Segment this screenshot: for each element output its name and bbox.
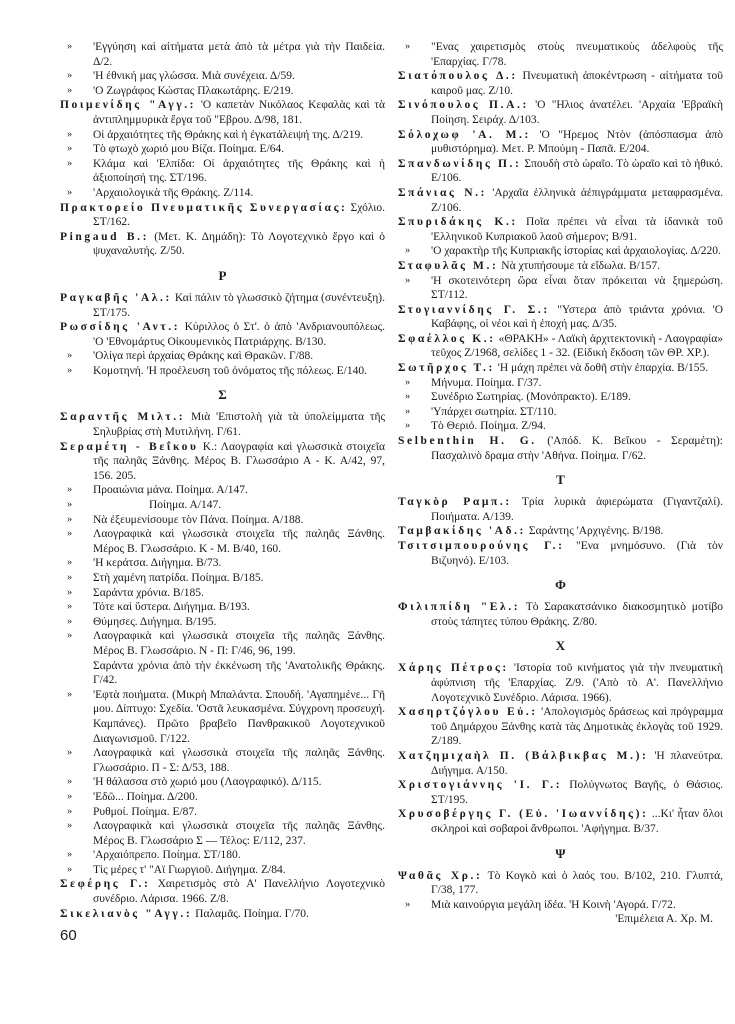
entry-title: 'Η κεράτσα. Διήγημα. Β/73.: [93, 557, 222, 570]
entry-title: ...Κι' ἦταν ὅλοι σκληροὶ καὶ σοβαροὶ ἄνθρωποι. 'Αφήγημα. Β/37.: [431, 808, 723, 835]
author-name: Ψαθᾶς Χρ.:: [398, 869, 483, 882]
entry-title: Λαογραφικὰ καὶ γλωσσικὰ στοιχεῖα τῆς παληᾶς Ξάνθης. Μέρος Β. Γλωσσάριο. Ν - Π: Γ/46, 96, 199.: [93, 630, 385, 657]
index-entry-continuation: [60, 600, 385, 615]
entry-title: 'Ιστορία τοῦ κινήματος γιὰ τὴν πνευματικὴ ἀφύπνιση τῆς 'Επαρχίας. Ζ/9. ('Απὸ τὸ Α'. Πανελλήνιο Λογοτεχνικὸ Συνέδριο. Λάρισα. 1966).: [431, 662, 724, 704]
entry-title: 'Εφτὰ ποιήματα. (Μικρὴ Μπαλάντα. Σπουδή. 'Αγαπημένε... Γῆ μου. Δίπτυχο: Σχεδία. 'Οστᾶ λευκασμένα. Σύγχρονη προσευχή. Καμπάνες). Πρῶτο βραβεῖο Πανθρακικοῦ Λογοτεχνικοῦ Διαγωνισμοῦ. Γ/122.: [93, 688, 385, 745]
index-entry-continuation: [60, 483, 385, 498]
index-entry-continuation: [60, 498, 385, 513]
author-name: Σπάνιας Ν.:: [398, 186, 488, 199]
entry-title: Χαιρετισμὸς στὸ Α' Πανελλήνιο Λογοτεχνικὸ συνέδριο. Λάρισα. 1966. Ζ/8.: [93, 878, 386, 906]
author-name: Selbenthin H. G.: [398, 435, 537, 448]
index-entry-author: [398, 705, 723, 749]
editor-credit: 'Επιμέλεια Α. Χρ. Μ.: [615, 913, 713, 926]
index-entry-continuation: [60, 775, 385, 790]
index-entry-continuation: [60, 556, 385, 571]
entry-title: (Μετ. Κ. Δημάδη): Τὸ Λογοτεχνικὸ ἔργο καὶ ὁ ψυχαναλυτής. Ζ/50.: [93, 230, 386, 258]
index-entry-author: [398, 98, 723, 127]
entry-title: Κομοτηνή. 'Η προέλευση τοῦ ὀνόματος τῆς πόλεως. Ε/140.: [93, 364, 368, 377]
entry-title: 'Εδῶ... Ποίημα. Δ/200.: [93, 790, 198, 803]
index-entry-continuation: [60, 659, 385, 688]
index-entry-author: [398, 332, 723, 361]
ditto-mark: »: [67, 805, 73, 817]
entry-title: Παλαμᾶς. Ποίημα. Γ/70.: [195, 907, 309, 920]
entry-title: Μιὰ 'Επιστολὴ γιὰ τὰ ὑπολείμματα τῆς Σηλυβρίας στὴ Μυτιλήνη. Γ/61.: [93, 411, 386, 439]
index-entry-continuation: [60, 157, 385, 186]
index-entry-continuation: [60, 571, 385, 586]
index-entry-author: [398, 807, 723, 836]
entry-title: Καὶ πάλιν τὸ γλωσσικὸ ζήτημα (συνέντευξη). ΣΤ/175.: [93, 291, 385, 319]
author-name: Σπυριδάκης Κ.:: [398, 216, 518, 229]
index-entry-continuation: [60, 364, 385, 379]
index-entry-author: [398, 869, 723, 898]
page-number: 60: [60, 927, 77, 945]
entry-title: Μήνυμα. Ποίημα. Γ/37.: [431, 376, 542, 389]
index-entry-continuation: [398, 376, 723, 391]
author-name: Χρυσοβέργης Γ. (Εὐ. 'Ιωαννίδης):: [398, 808, 649, 821]
index-entry-author: [398, 215, 723, 244]
index-entry-author: [60, 201, 385, 230]
author-name: Ρωσσίδης 'Αντ.:: [60, 321, 181, 334]
index-entry-continuation: [60, 142, 385, 157]
ditto-mark: »: [67, 143, 73, 155]
index-entry-author: [398, 303, 723, 332]
author-name: Πρακτορείο Πνευματικῆς Συνεργασίας:: [60, 201, 348, 214]
entry-title: Λαογραφικὰ καὶ γλωσσικὰ στοιχεῖα τῆς παληᾶς Ξάνθης. Γλωσσάριο. Π - Σ: Δ/53, 188.: [93, 747, 385, 774]
entry-title: "Υστερα ἀπὸ τριάντα χρόνια. 'Ο Καβάφης, οἱ νέοι καὶ ἡ ἐποχή μας. Δ/35.: [431, 303, 723, 331]
author-name: Σφαέλλος Κ.:: [398, 332, 496, 345]
index-entry-continuation: [398, 405, 723, 420]
index-entry-continuation: [60, 688, 385, 746]
index-entry-continuation: [60, 629, 385, 658]
entry-title: 'Ο χαρακτὴρ τῆς Κυπριακῆς ἱστορίας καὶ ἀρχαιολογίας. Δ/220.: [431, 245, 721, 258]
entry-title: 'Εγγύηση καὶ αἰτήματα μετὰ ἀπὸ τὰ μέτρα γιὰ τὴν Παιδεία. Δ/2.: [93, 41, 385, 68]
entry-title: Συνέδριο Σωτηρίας. (Μονόπρακτο). Ε/189.: [431, 391, 631, 404]
entry-title: Κλάμα καὶ 'Ελπίδα: Οἱ ἀρχαιότητες τῆς Θράκης καὶ ἡ ἀξιοποίησή της. ΣΤ/196.: [93, 157, 385, 185]
entry-title: Στὴ χαμένη πατρίδα. Ποίημα. Β/185.: [93, 572, 264, 584]
index-entry-author: [60, 98, 385, 127]
entry-title: Τὸ Θεριό. Ποίημα. Ζ/94.: [431, 420, 546, 433]
entry-title: 'Αρχαιολογικὰ τῆς Θράκης. Ζ/114.: [93, 186, 254, 199]
ditto-mark: »: [67, 688, 73, 700]
index-entry-author: [60, 907, 385, 922]
entry-title: Ρυθμοί. Ποίημα. Ε/87.: [93, 805, 198, 818]
ditto-mark: »: [67, 364, 73, 376]
entry-title: Σαράντα χρόνια. Β/185.: [93, 586, 204, 599]
ditto-mark: »: [67, 186, 73, 198]
index-entry-continuation: [60, 805, 385, 820]
author-name: Σιατόπουλος Δ.:: [398, 70, 518, 83]
entry-title: 'Υπάρχει σωτηρία. ΣΤ/110.: [431, 405, 557, 418]
author-name: Ταμβακίδης 'Αδ.:: [398, 525, 526, 538]
ditto-mark: »: [67, 572, 73, 583]
ditto-mark: »: [67, 128, 73, 140]
ditto-mark: »: [67, 350, 73, 362]
entry-title: Τὸ φτωχὸ χωριό μου Βίζα. Ποίημα. Ε/64.: [93, 143, 285, 156]
index-entry-continuation: [60, 819, 385, 848]
entry-title: Προαιώνια μάνα. Ποίημα. Α/147.: [93, 484, 248, 497]
section-letter-heading: Ρ: [218, 267, 227, 283]
entry-title: Σχόλιο. ΣΤ/162.: [93, 201, 385, 229]
index-entry-continuation: [398, 40, 723, 69]
index-entry-continuation: [60, 615, 385, 630]
entry-title: 'Η σκοτεινότερη ὥρα εἶναι ὅταν πρόκειται νὰ ξημερώση. ΣΤ/112.: [431, 274, 723, 302]
ditto-mark: »: [405, 274, 411, 286]
index-entry-author: [398, 186, 723, 215]
entry-title: 'Η ἐθνική μας γλώσσα. Μιὰ συνέχεια. Δ/59.: [93, 70, 295, 83]
index-entry-continuation: [60, 186, 385, 201]
section-letter-heading: Τ: [556, 472, 565, 488]
index-entry-continuation: [398, 274, 723, 303]
entry-title: Σαράντα χρόνια ἀπὸ τὴν ἐκκένωση τῆς 'Ανατολικῆς Θράκης. Γ/42.: [93, 659, 385, 687]
author-name: Σπανδωνίδης Π.:: [398, 157, 522, 170]
ditto-mark: »: [67, 157, 73, 169]
index-entry-author: [398, 259, 723, 274]
index-entry-author: [398, 361, 723, 376]
author-name: Σόλοχωφ 'Α. Μ.:: [398, 128, 531, 141]
entry-title: 'Η μάχη πρέπει νὰ δοθῆ στὴν ἐπαρχία. Β/155.: [497, 362, 709, 375]
author-name: Χάρης Πέτρος:: [398, 662, 509, 675]
ditto-mark: »: [67, 513, 73, 525]
ditto-mark: »: [67, 586, 73, 598]
index-entry-author: [398, 69, 723, 98]
entry-title: 'Ο καπετὰν Νικόλαος Κεφαλὰς καὶ τὰ ἀντιπλημμυρικὰ ἔργα τοῦ "Εβρου. Δ/98, 181.: [93, 99, 385, 126]
index-entry-continuation: [60, 69, 385, 84]
index-entry-continuation: [60, 84, 385, 99]
ditto-mark: »: [67, 630, 73, 642]
left-index-column: [60, 40, 385, 945]
ditto-mark: »: [405, 245, 411, 257]
section-letter-heading: Χ: [555, 638, 566, 654]
index-entry-author: [398, 157, 723, 186]
author-name: Σαραντῆς Μιλτ.:: [60, 411, 186, 424]
ditto-mark: »: [405, 420, 411, 432]
index-entry-author: [60, 320, 385, 349]
index-entry-author: [398, 749, 723, 778]
index-entry-author: [60, 877, 385, 906]
author-name: Στογιαννίδης Γ. Σ.:: [398, 303, 550, 316]
entry-title: 'Απολογισμὸς δράσεως καὶ πρόγραμμα τοῦ Δημάρχου Ξάνθης κατὰ τὰς Δημοτικὰς ἐκλογὰς τοῦ 1929. Ζ/189.: [431, 706, 723, 748]
entry-title: 'Ο "Ηρεμος Ντὸν (ἀπόσπασμα ἀπὸ μυθιστόρημα). Μετ. Ρ. Μπούμη - Παπᾶ. Ε/204.: [431, 128, 724, 156]
ditto-mark: »: [405, 41, 411, 52]
entry-title: «ΘΡΑΚΗ» - Λαϊκὴ ἀρχιτεκτονικὴ - Λαογραφία» τεῦχος Ζ/1968, σελίδες 1 - 32. (Εἰδικὴ ἔκδοση τῶν ΘΡ. ΧΡ.).: [431, 332, 723, 360]
author-name: Σεφέρης Γ.:: [60, 878, 151, 891]
entry-title: 'Ο "Ηλιος ἀνατέλει. 'Αρχαία 'Εβραϊκὴ Ποίηση. Σειράχ. Δ/103.: [431, 99, 723, 126]
ditto-mark: »: [67, 776, 73, 788]
entry-title: 'Ολίγα περὶ ἀρχαίας Θράκης καὶ Θρακῶν. Γ/88.: [93, 350, 314, 363]
entry-title: Σαράντης 'Αρχιγένης. Β/198.: [528, 525, 664, 538]
section-letter-heading: Ψ: [555, 845, 566, 861]
index-entry-author: [398, 778, 723, 807]
ditto-mark: »: [67, 70, 73, 82]
ditto-mark: »: [67, 557, 73, 569]
index-entry-author: [398, 661, 723, 705]
author-name: Pingaud B.:: [60, 230, 150, 243]
ditto-mark: »: [67, 849, 73, 861]
ditto-mark: »: [405, 405, 411, 417]
index-entry-author: [398, 539, 723, 568]
entry-title: Σπουδὴ στὸ ὡραῖο. Τὸ ὡραῖο καὶ τὸ ἠθικό. Ε/106.: [431, 157, 723, 185]
entry-title: 'Αρχαιόπρεπο. Ποίημα. ΣΤ/180.: [93, 849, 241, 862]
ditto-mark: »: [67, 484, 73, 496]
index-entry-continuation: [60, 349, 385, 364]
entry-title: Ποῖα πρέπει νὰ εἶναι τὰ ἰδανικὰ τοῦ 'Ελληνικοῦ Κυπριακοῦ λαοῦ σήμερον; Β/91.: [431, 216, 724, 243]
author-name: Φιλιππίδη "Ελ.:: [398, 601, 521, 614]
ditto-mark: »: [67, 84, 73, 96]
index-entry-continuation: [398, 898, 723, 913]
entry-title: 'Ο Ζωγράφος Κώστας Πλακωτάρης. Ε/219.: [93, 84, 294, 97]
entry-title: "Ενα μνημόσυνο. (Γιὰ τὸν Βιζυηνό). Ε/103.: [431, 540, 723, 567]
ditto-mark: »: [67, 601, 73, 613]
ditto-mark: »: [67, 615, 73, 627]
entry-title: 'Αρχαῖα ἑλληνικὰ ἀἐπιγράμματα μεταφρασμένα. Ζ/106.: [431, 186, 724, 214]
index-entry-continuation: [60, 790, 385, 805]
index-entry-continuation: [60, 863, 385, 878]
entry-title: Πολύγνωτος Βαγῆς, ὁ Θάσιος. ΣΤ/195.: [431, 779, 723, 806]
index-entry-continuation: [398, 390, 723, 405]
index-entry-author: [398, 434, 723, 463]
index-entry-continuation: [60, 128, 385, 143]
author-name: Χατζημιχαὴλ Π. (Βάλβικβας Μ.):: [398, 749, 649, 762]
author-name: Σωτῆρχος Τ.:: [398, 362, 495, 375]
index-entry-continuation: [60, 848, 385, 863]
index-entry-author: [398, 495, 723, 524]
author-name: Σικελιανὸς "Αγγ.:: [60, 907, 193, 920]
section-letter-heading: Φ: [555, 577, 566, 593]
index-entry-continuation: [60, 40, 385, 69]
entry-title: Τρία λυρικὰ ἀφιερώματα (Γιγαντζαλί). Ποιήματα. Α/139.: [431, 496, 724, 523]
entry-title: Τὸ Κογκὸ καὶ ὁ λαός του. Β/102, 210. Γλυπτά, Γ/38, 177.: [431, 869, 724, 897]
author-name: Χριστογιάννης 'Ι. Γ.:: [398, 779, 563, 792]
ditto-mark: »: [67, 41, 73, 52]
entry-title: Ποίημα. Α/147.: [149, 499, 222, 512]
index-entry-author: [398, 128, 723, 157]
index-entry-author: [60, 440, 385, 484]
entry-title: Κ.: Λαογραφία καὶ γλωσσικὰ στοιχεῖα τῆς παληᾶς Ξάνθης. Μέρος Β. Γλωσσάριο Α - Κ. Α/42, 97, 156. 205.: [93, 440, 385, 482]
author-name: Σταφυλᾶς Μ.:: [398, 259, 499, 272]
entry-title: Τότε καὶ ὕστερα. Διήγημα. Β/193.: [93, 601, 250, 614]
index-entry-author: [60, 291, 385, 320]
entry-title: 'Η θάλασσα στὸ χωριό μου (Λαογραφικό). Δ/115.: [93, 776, 322, 789]
ditto-mark: »: [405, 376, 411, 388]
entry-title: "Ενας χαιρετισμὸς στοὺς πνευματικοὺς ἀδελφοὺς τῆς 'Επαρχίας. Γ/78.: [431, 41, 723, 68]
index-entry-continuation: [398, 419, 723, 434]
ditto-mark: »: [67, 528, 73, 540]
ditto-mark: »: [67, 790, 73, 802]
index-entry-continuation: [60, 746, 385, 775]
entry-title: Νὰ ἐξευμενίσουμε τὸν Πάνα. Ποίημα. Α/188.: [93, 513, 304, 526]
index-entry-continuation: [60, 513, 385, 528]
ditto-mark: »: [67, 499, 73, 511]
right-index-column: [398, 40, 723, 927]
ditto-mark: »: [405, 391, 411, 403]
index-entry-continuation: [60, 586, 385, 601]
ditto-mark: »: [67, 863, 73, 875]
author-name: Τσιτσιμπουρούνης Γ.:: [398, 540, 565, 552]
index-entry-continuation: [60, 527, 385, 556]
entry-title: Οἱ ἀρχαιότητες τῆς Θράκης καὶ ἡ ἐγκατάλειψή της. Δ/219.: [93, 128, 364, 141]
ditto-mark: »: [67, 820, 73, 832]
ditto-mark: »: [67, 747, 73, 759]
entry-title: Τὶς μέρες τ' "Αϊ Γιωργιοῦ. Διήγημα. Ζ/84.: [93, 863, 286, 876]
entry-title: Μιὰ καινούργια μεγάλη ἰδέα. 'Η Κοινὴ 'Αγορά. Γ/72.: [431, 898, 676, 911]
author-name: Χασηρτζόγλου Εὐ.:: [398, 706, 538, 719]
author-name: Ταγκὸρ Ραμπ.:: [398, 496, 512, 509]
index-entry-continuation: [398, 244, 723, 259]
author-name: Ποιμενίδης "Αγγ.:: [60, 99, 197, 112]
entry-title: 'Η πλανεύτρα. Διήγημα. Α/150.: [431, 749, 724, 777]
entry-title: Κύριλλος ὁ Στ'. ὁ ἀπὸ 'Ανδριανουπόλεως. 'Ο 'Εθνομάρτυς Οἰκουμενικὸς Πατριάρχης. Β/130.: [93, 321, 386, 348]
index-entry-author: [60, 230, 385, 259]
author-name: Σεραμέτη - Βεΐκου: [60, 440, 199, 453]
entry-title: Θύμησες. Διήγημα. Β/195.: [93, 615, 217, 628]
entry-title: ('Απόδ. Κ. Βεΐκου - Σεραμέτη): Πασχαλινὸ δραμα στὴν 'Αθήνα. Ποίημα. Γ/62.: [431, 435, 723, 462]
index-entry-author: [398, 600, 723, 629]
entry-title: Λαογραφικὰ καὶ γλωσσικὰ στοιχεῖα τῆς παληᾶς Ξάνθης. Μέρος Β. Γλωσσάριο. Κ - Μ. Β/40, 160.: [93, 528, 385, 555]
author-name: Ραγκαβῆς 'Αλ.:: [60, 291, 172, 304]
entry-title: Τὸ Σαρακατσάνικο διακοσμητικὸ μοτίβο στοὺς τάπητες τύπου Θράκης. Ζ/80.: [431, 601, 724, 628]
entry-title: Νὰ χτυπήσουμε τὰ εἴδωλα. Β/157.: [501, 259, 660, 272]
author-name: Σινόπουλος Π.Α.:: [398, 99, 529, 112]
index-entry-author: [398, 524, 723, 539]
entry-title: Πνευματικὴ ἀποκέντρωση - αἰτήματα τοῦ καιροῦ μας. Ζ/10.: [431, 70, 724, 97]
ditto-mark: »: [405, 898, 411, 910]
entry-title: Λαογραφικὰ καὶ γλωσσικὰ στοιχεῖα τῆς παληᾶς Ξάνθης. Μέρος Β. Γλωσσάριο Σ — Τέλος: Ε/112, 237.: [93, 820, 385, 847]
index-entry-author: [60, 410, 385, 439]
section-letter-heading: Σ: [218, 387, 227, 403]
